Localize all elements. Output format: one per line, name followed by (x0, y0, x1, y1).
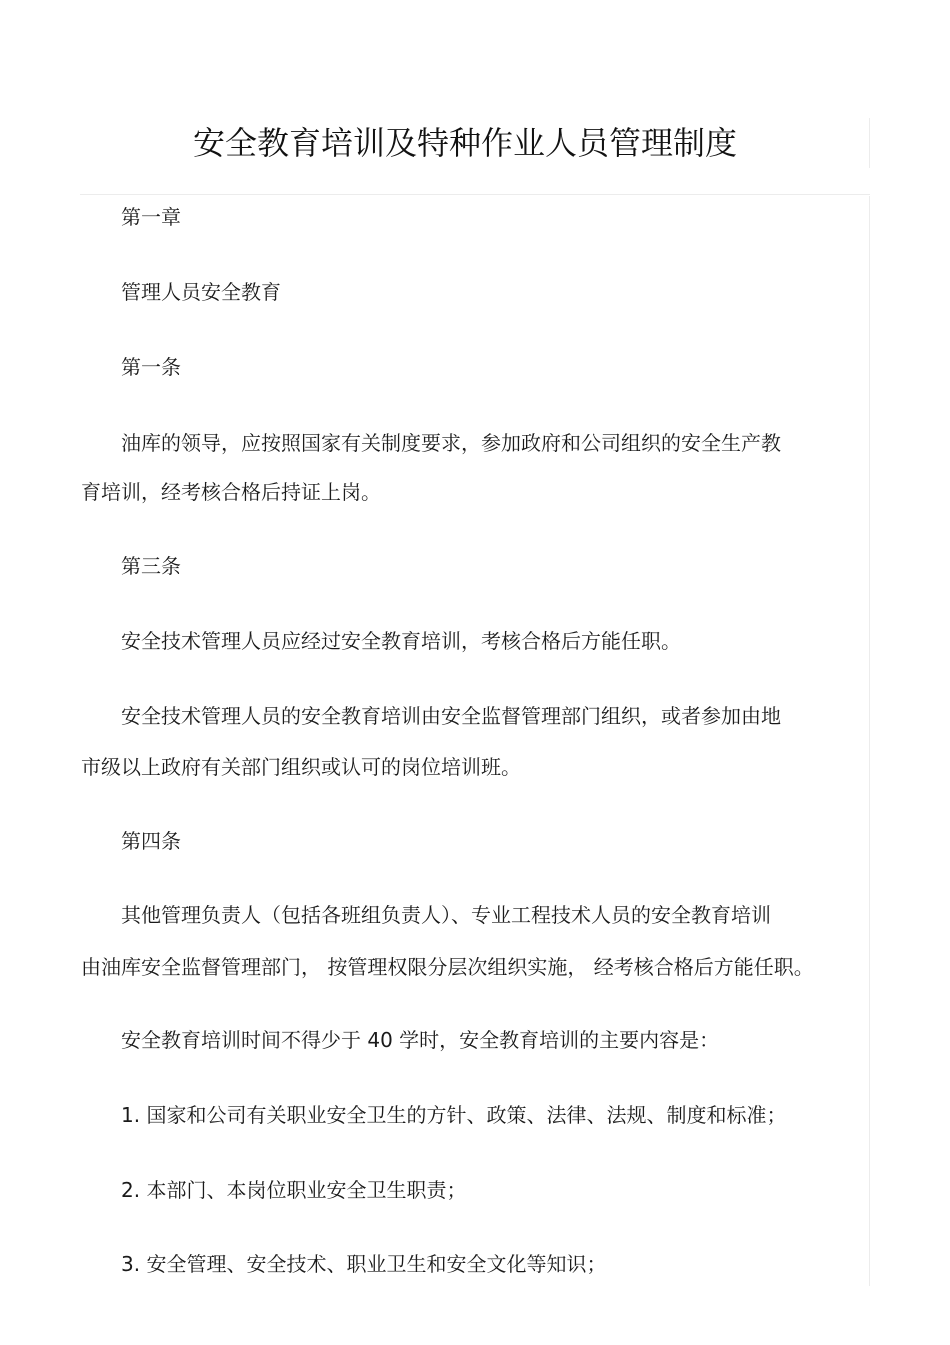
list-item: 2. 本部门、本岗位职业安全卫生职责； (121, 1178, 467, 1202)
chapter-heading: 第一章 (121, 205, 181, 229)
document-title: 安全教育培训及特种作业人员管理制度 (192, 124, 737, 162)
article-1-paragraph-line-2: 育培训，经考核合格后持证上岗。 (81, 480, 381, 504)
article-3-paragraph-2-line-1: 安全技术管理人员的安全教育培训由安全监督管理部门组织，或者参加由地 (121, 704, 781, 728)
article-3-paragraph-1: 安全技术管理人员应经过安全教育培训，考核合格后方能任职。 (121, 629, 681, 653)
list-item: 1. 国家和公司有关职业安全卫生的方针、政策、法律、法规、制度和标准； (121, 1103, 787, 1127)
list-item: 3. 安全管理、安全技术、职业卫生和安全文化等知识； (121, 1252, 607, 1276)
page-right-border (869, 196, 870, 1286)
title-divider (80, 194, 870, 195)
article-4-paragraph-2: 安全教育培训时间不得少于 40 学时，安全教育培训的主要内容是： (121, 1028, 720, 1052)
article-4-paragraph-1-line-2: 由油库安全监督管理部门， 按管理权限分层次组织实施， 经考核合格后方能任职。 (81, 955, 814, 979)
article-4-paragraph-1-line-1: 其他管理负责人（包括各班组负责人）、专业工程技术人员的安全教育培训 (121, 903, 771, 927)
article-3-heading: 第三条 (121, 554, 181, 578)
chapter-title: 管理人员安全教育 (121, 280, 281, 304)
article-3-paragraph-2-line-2: 市级以上政府有关部门组织或认可的岗位培训班。 (81, 755, 521, 779)
article-1-paragraph-line-1: 油库的领导，应按照国家有关制度要求，参加政府和公司组织的安全生产教 (121, 431, 781, 455)
title-side-divider (869, 118, 870, 168)
article-4-heading: 第四条 (121, 829, 181, 853)
article-1-heading: 第一条 (121, 355, 181, 379)
